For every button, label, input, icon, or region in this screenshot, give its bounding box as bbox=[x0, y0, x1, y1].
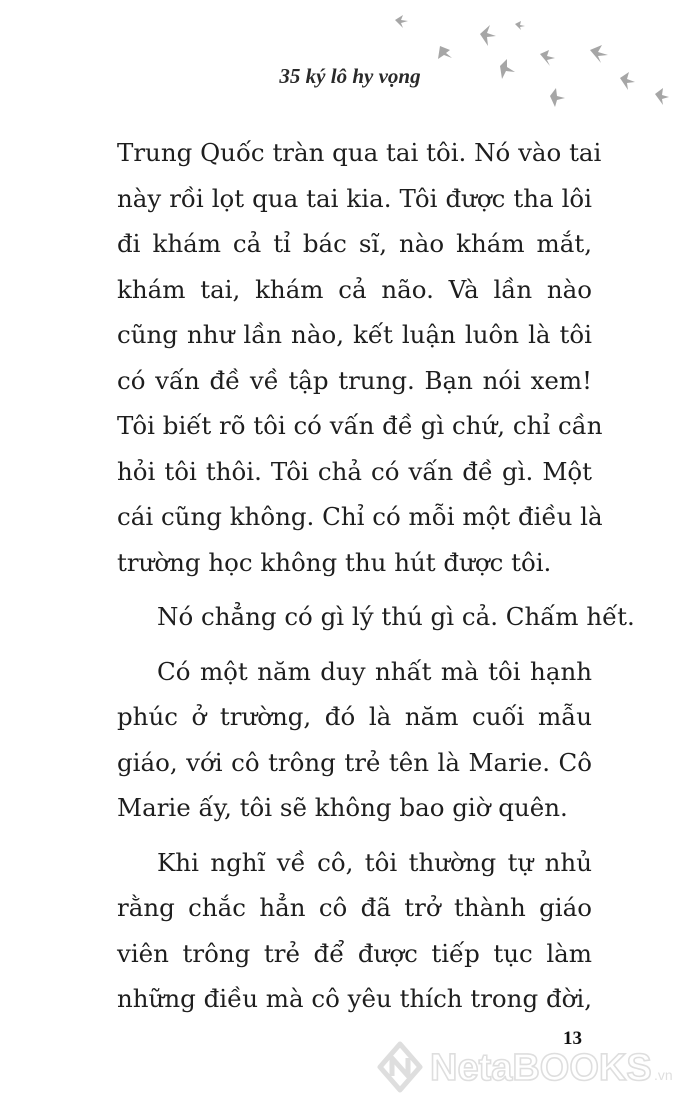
text-line: viên trông trẻ để được tiếp tục làm bbox=[117, 938, 592, 968]
paragraph bbox=[117, 594, 635, 640]
text-line: cũng như lần nào, kết luận luôn là tôi bbox=[117, 320, 592, 349]
netabooks-watermark bbox=[372, 1032, 692, 1102]
paragraph bbox=[117, 840, 592, 1022]
flying-birds-icon bbox=[380, 6, 700, 116]
watermark-suffix: .vn bbox=[654, 1067, 673, 1083]
body-text bbox=[117, 130, 635, 1022]
text-line: trường học không thu hút được tôi. bbox=[117, 547, 552, 577]
page-number: 13 bbox=[563, 1028, 582, 1049]
paragraph bbox=[117, 130, 603, 585]
text-line: những điều mà cô yêu thích trong đời, bbox=[117, 984, 592, 1013]
text-line: Tôi biết rõ tôi có vấn đề gì chứ, chỉ cần bbox=[117, 411, 603, 440]
neta-logo-icon bbox=[380, 1044, 420, 1090]
text-line: cái cũng không. Chỉ có mỗi một điều là bbox=[117, 502, 603, 531]
text-line: này rồi lọt qua tai kia. Tôi được tha lôi bbox=[117, 183, 592, 213]
text-line: phúc ở trường, đó là năm cuối mẫu bbox=[117, 702, 592, 731]
text-line: Khi nghĩ về cô, tôi thường tự nhủ bbox=[157, 847, 592, 877]
text-line: hỏi tôi thôi. Tôi chả có vấn đề gì. Một bbox=[117, 456, 592, 486]
text-line: đi khám cả tỉ bác sĩ, nào khám mắt, bbox=[117, 229, 592, 258]
text-line: rằng chắc hẳn cô đã trở thành giáo bbox=[117, 893, 592, 922]
text-line: có vấn đề về tập trung. Bạn nói xem! bbox=[117, 365, 592, 395]
text-line: Trung Quốc tràn qua tai tôi. Nó vào tai bbox=[117, 138, 602, 167]
text-line: giáo, với cô trông trẻ tên là Marie. Cô bbox=[117, 747, 592, 777]
text-line: Marie ấy, tôi sẽ không bao giờ quên. bbox=[117, 793, 568, 822]
running-header: 35 ký lô hy vọng bbox=[279, 64, 421, 88]
text-line: Nó chẳng có gì lý thú gì cả. Chấm hết. bbox=[157, 602, 635, 631]
paragraph bbox=[117, 649, 592, 831]
text-line: khám tai, khám cả não. Và lần nào bbox=[117, 274, 592, 304]
text-line: Có một năm duy nhất mà tôi hạnh bbox=[157, 656, 592, 686]
watermark-brand: NetaBOOKS bbox=[430, 1047, 652, 1089]
